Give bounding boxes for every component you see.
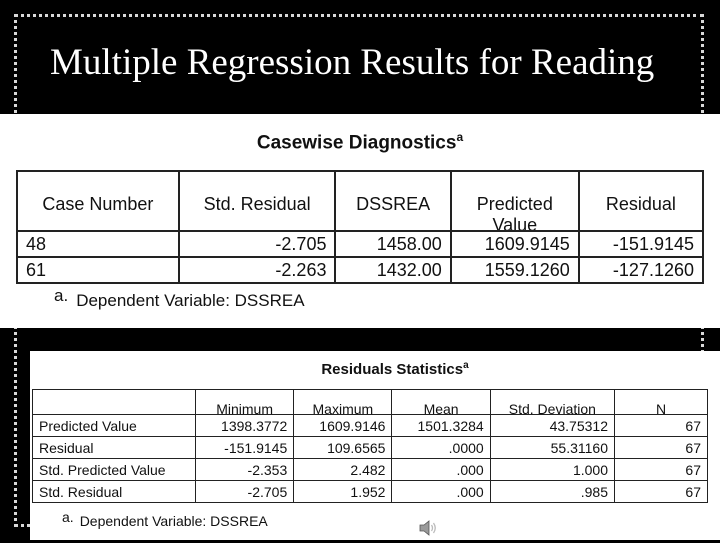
table-cell: -151.9145	[579, 231, 703, 257]
footnote-text: Dependent Variable: DSSREA	[76, 291, 305, 310]
residuals-table	[32, 389, 708, 503]
col-header-dssrea: DSSREA	[335, 171, 450, 231]
table-cell: -2.705	[196, 481, 294, 503]
table-row	[17, 257, 703, 283]
col-header-predicted-value: Predicted Value	[451, 171, 579, 231]
speaker-icon[interactable]	[418, 518, 440, 538]
col-header-std-residual: Std. Residual	[179, 171, 336, 231]
col-header-maximum: Maximum	[294, 390, 392, 415]
table-cell: -2.705	[179, 231, 336, 257]
casewise-caption	[0, 130, 720, 154]
residuals-statistics-panel	[30, 351, 720, 540]
residuals-footnote	[62, 509, 268, 529]
row-label: Std. Residual	[33, 481, 196, 503]
table-row	[33, 481, 708, 503]
table-cell: 48	[17, 231, 179, 257]
col-header-n: N	[615, 390, 708, 415]
table-cell: 67	[615, 415, 708, 437]
table-cell: 67	[615, 481, 708, 503]
casewise-caption-marker: a	[456, 130, 464, 144]
col-header-minimum: Minimum	[196, 390, 294, 415]
table-cell: 1398.3772	[196, 415, 294, 437]
table-row	[33, 437, 708, 459]
table-cell: 67	[615, 459, 708, 481]
table-cell: 43.75312	[490, 415, 614, 437]
col-header-residual: Residual	[579, 171, 703, 231]
table-cell: 1501.3284	[392, 415, 490, 437]
casewise-caption-text: Casewise Diagnostics	[256, 132, 457, 154]
table-cell: 1458.00	[335, 231, 450, 257]
table-cell: -127.1260	[579, 257, 703, 283]
casewise-diagnostics-panel	[0, 114, 720, 328]
table-cell: 55.31160	[490, 437, 614, 459]
row-label: Predicted Value	[33, 415, 196, 437]
col-header-mean: Mean	[392, 390, 490, 415]
footnote-marker: a.	[54, 286, 69, 305]
footnote-text: Dependent Variable: DSSREA	[79, 513, 268, 529]
table-row	[17, 231, 703, 257]
table-cell: 61	[17, 257, 179, 283]
col-header-row-label	[33, 390, 196, 415]
slide-title: Multiple Regression Results for Reading	[50, 42, 655, 83]
table-cell: 109.6565	[294, 437, 392, 459]
table-cell: 67	[615, 437, 708, 459]
col-header-std-deviation: Std. Deviation	[490, 390, 614, 415]
footnote-marker: a.	[62, 509, 74, 525]
table-cell: 1609.9146	[294, 415, 392, 437]
table-cell: .000	[392, 459, 490, 481]
casewise-table	[16, 170, 704, 284]
table-cell: -151.9145	[196, 437, 294, 459]
table-cell: -2.263	[179, 257, 336, 283]
table-cell: 1559.1260	[451, 257, 579, 283]
row-label: Std. Predicted Value	[33, 459, 196, 481]
table-cell: .000	[392, 481, 490, 503]
table-cell: .985	[490, 481, 614, 503]
table-cell: .0000	[392, 437, 490, 459]
table-cell: 1.952	[294, 481, 392, 503]
col-header-case-number: Case Number	[17, 171, 179, 231]
table-cell: 1432.00	[335, 257, 450, 283]
residuals-caption-text: Residuals Statistics	[321, 361, 464, 378]
table-row	[33, 415, 708, 437]
table-cell: -2.353	[196, 459, 294, 481]
casewise-footnote	[54, 286, 305, 311]
residuals-caption-marker: a	[463, 360, 469, 371]
row-label: Residual	[33, 437, 196, 459]
table-cell: 2.482	[294, 459, 392, 481]
table-cell: 1.000	[490, 459, 614, 481]
table-row	[33, 459, 708, 481]
residuals-caption	[30, 360, 720, 378]
table-cell: 1609.9145	[451, 231, 579, 257]
